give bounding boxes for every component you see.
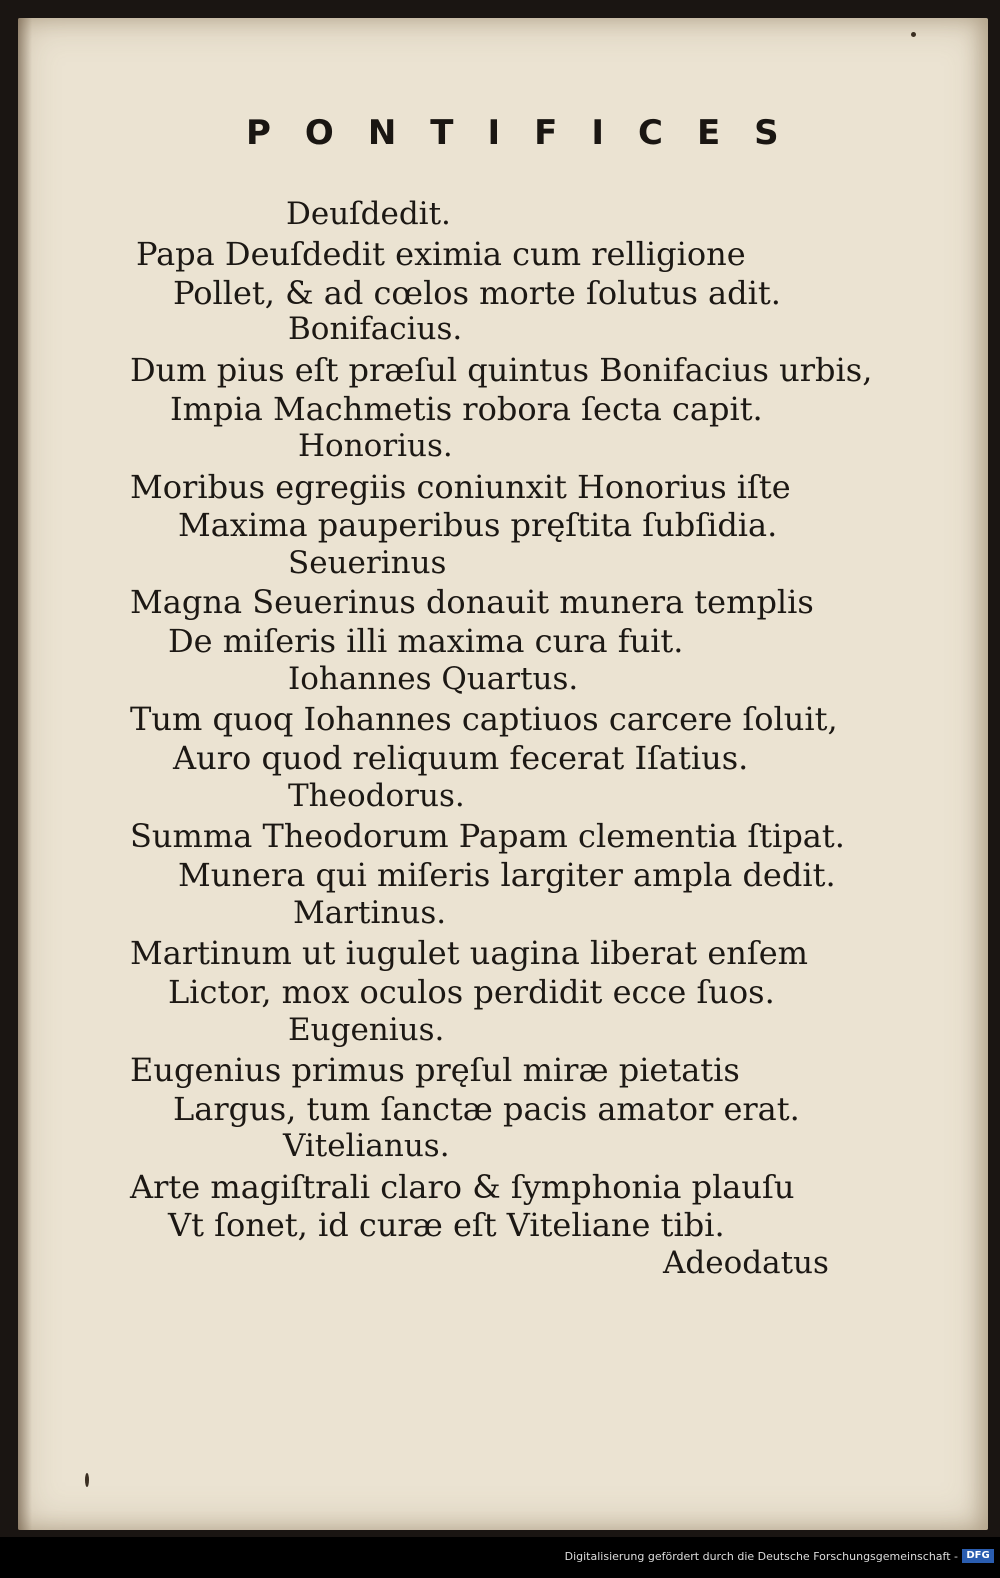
verse-line: Maxima pauperibus pręſtita ſubſidia. <box>178 506 778 544</box>
pope-name-heading: Iohannes Quartus. <box>288 661 579 697</box>
verse-line: De miſeris illi maxima cura fuit. <box>168 622 684 660</box>
verse-line: Moribus egregiis coniunxit Honorius iſte <box>130 468 791 506</box>
verse-line: Eugenius primus pręſul miræ pietatis <box>130 1051 740 1089</box>
pope-name-heading: Eugenius. <box>288 1012 445 1048</box>
footer-credit: Digitalisierung gefördert durch die Deutsche Forschungsgemeinschaft - <box>564 1550 958 1563</box>
verse-line: Largus, tum ſanctæ pacis amator erat. <box>173 1090 800 1128</box>
pope-name-heading: Deuſdedit. <box>286 196 451 232</box>
verse-line: Magna Seuerinus donauit munera templis <box>130 583 814 621</box>
dfg-logo: DFG <box>962 1549 994 1563</box>
verse-line: Impia Machmetis robora ſecta capit. <box>170 390 763 428</box>
verse-line: Papa Deuſdedit eximia cum relligione <box>136 235 746 273</box>
verse-line: Martinum ut iugulet uagina liberat enſem <box>130 934 808 972</box>
verse-line: Lictor, mox oculos perdidit ecce ſuos. <box>168 973 775 1011</box>
verse-line: Tum quoq Iohannes captiuos carcere ſoluit, <box>130 700 838 738</box>
page-spine-shadow <box>18 18 32 1530</box>
digitization-footer <box>0 1537 1000 1578</box>
verse-line: Summa Theodorum Papam clementia ſtipat. <box>130 817 845 855</box>
ink-speck <box>911 32 916 37</box>
pope-name-heading: Adeodatus <box>663 1245 829 1281</box>
book-page <box>18 18 988 1530</box>
verse-line: Vt ſonet, id curæ eſt Viteliane tibi. <box>168 1206 725 1244</box>
pope-name-heading: Vitelianus. <box>283 1128 450 1164</box>
verse-line: Dum pius eſt præſul quintus Bonifacius urbis, <box>130 351 873 389</box>
ink-speck <box>85 1473 89 1487</box>
pope-name-heading: Theodorus. <box>288 778 465 814</box>
pope-name-heading: Bonifacius. <box>288 311 463 347</box>
verse-line: Munera qui miſeris largiter ampla dedit. <box>178 856 836 894</box>
pope-name-heading: Honorius. <box>298 428 453 464</box>
verse-line: Auro quod reliquum fecerat Iſatius. <box>173 739 749 777</box>
pope-name-heading: Martinus. <box>293 895 447 931</box>
verse-line: Arte magiſtrali claro & ſymphonia plauſu <box>130 1168 795 1206</box>
pope-name-heading: Seuerinus <box>288 545 447 581</box>
verse-line: Pollet, & ad cœlos morte ſolutus adit. <box>173 274 781 312</box>
running-header: PONTIFICES <box>246 113 813 153</box>
